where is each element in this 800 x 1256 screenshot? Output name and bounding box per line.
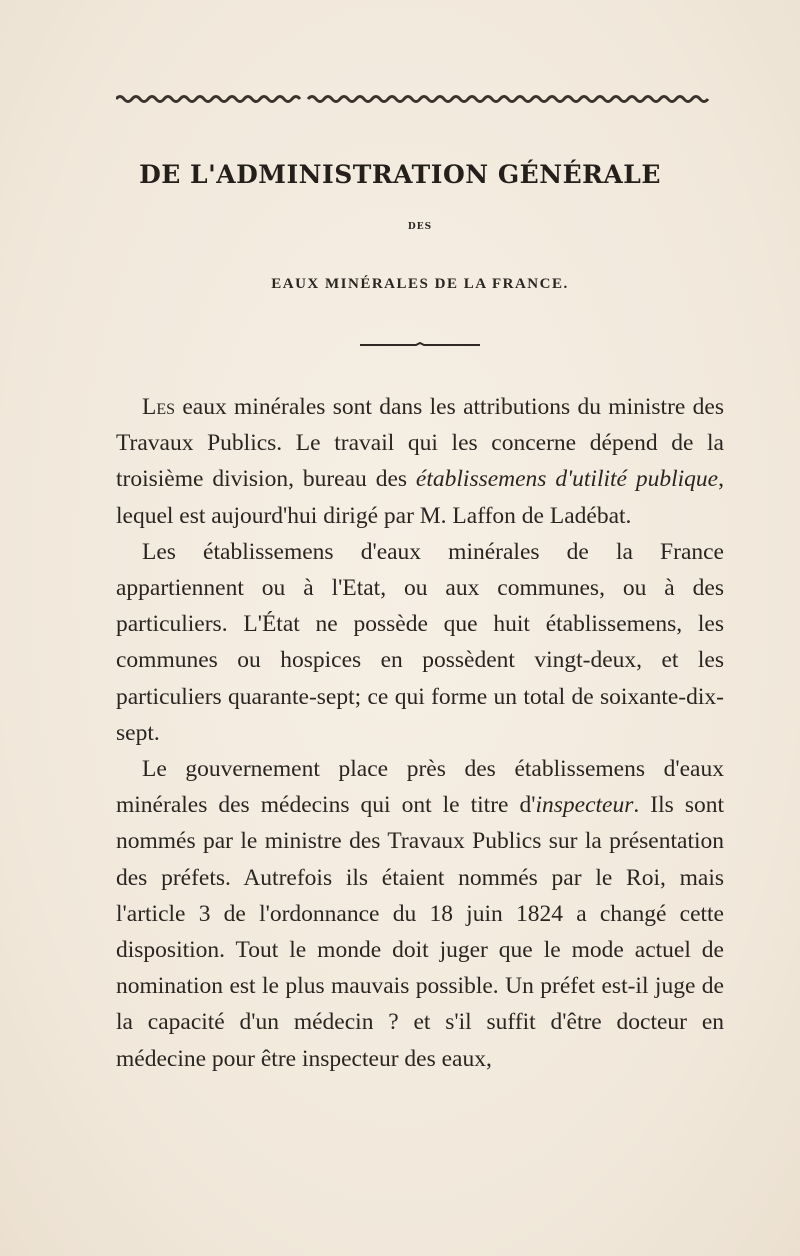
chapter-subtitle: EAUX MINÉRALES DE LA FRANCE. — [271, 276, 569, 292]
chapter-subtitle-connector: DES — [407, 222, 433, 232]
body-text — [116, 389, 724, 1077]
paragraph-3-text-a: Le gouvernement place près des établissemens d'eaux minérales des médecins qui ont le titre d' — [116, 756, 724, 819]
wavy-ornament-rule — [116, 90, 720, 108]
paragraph-1 — [116, 389, 724, 534]
ornamental-divider — [360, 342, 480, 348]
chapter-title: DE L'ADMINISTRATION GÉNÉRALE — [139, 160, 661, 189]
paragraph-1-text-b: , lequel est aujourd'hui dirigé par M. Laffon de Ladébat. — [116, 466, 724, 529]
paragraph-1-text-a: eaux minérales sont dans les attributions du ministre des Travaux Publics. Le travail qui les concerne dépend de la troisième division, bureau des — [116, 394, 724, 493]
paragraph-3-text-b: . Ils sont nommés par le ministre des Travaux Publics sur la présentation des préfets. Autrefois ils étaient nommés par le Roi, mais l'article 3 de l'ordonnance du 18 juin 1824 a changé cette disposition. Tout le monde doit juger que le mode actuel de nomination est le plus mauvais possible. Un préfet est-il juge de la capacité d'un médecin ? et s'il suffit d'être docteur en médecine pour être inspecteur des eaux, — [116, 792, 724, 1072]
dropcap-word: Les — [142, 394, 176, 420]
paragraph-2: Les établissemens d'eaux minérales de la France appartiennent ou à l'Etat, ou aux communes, ou à des particuliers. L'État ne possède que huit établissemens, les communes ou hospices en possèdent vingt-deux, et les particuliers quarante-sept; ce qui forme un total de soixante-dix-sept. — [116, 538, 724, 746]
paragraph-3 — [116, 751, 724, 1077]
paragraph-1-italic: établissemens d'utilité publique — [415, 466, 719, 493]
paragraph-3-italic: inspecteur — [535, 792, 634, 819]
